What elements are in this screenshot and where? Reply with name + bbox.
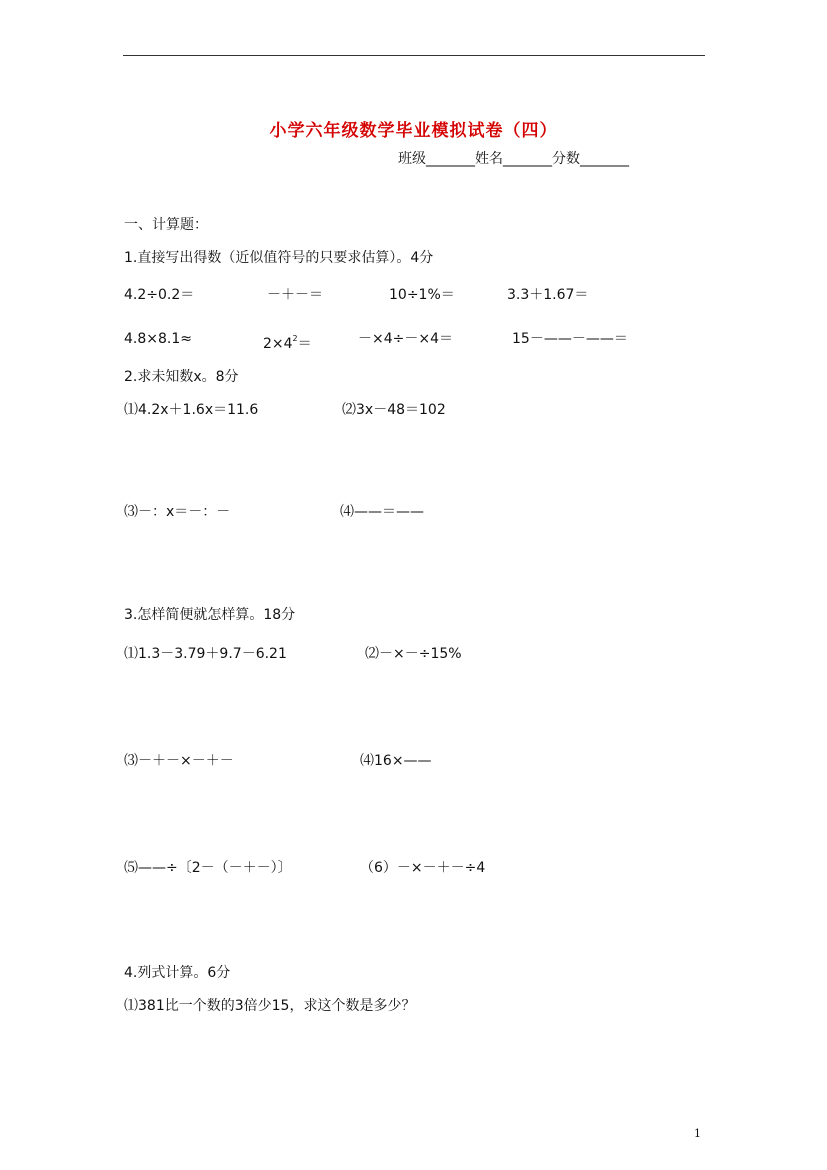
q1-item-1: 4.2÷0.2＝ <box>124 287 195 303</box>
exam-title: 小学六年级数学毕业模拟试卷（四） <box>269 121 558 141</box>
q3-part-2: ⑵－×－÷15% <box>365 646 462 662</box>
q1-item-2: －＋－＝ <box>267 287 323 303</box>
q2-part-2: ⑵3x－48＝102 <box>342 402 446 418</box>
q3-part-6: （6）－×－＋－÷4 <box>360 860 486 876</box>
q2-label: 2.求未知数x。8分 <box>124 369 239 385</box>
q1-item-7: －×4÷－×4＝ <box>358 331 454 347</box>
page-number: 1 <box>694 1127 701 1140</box>
q2-part-1: ⑴4.2x＋1.6x＝11.6 <box>124 402 259 418</box>
q4-part-1: ⑴381比一个数的3倍少15，求这个数是多少？ <box>124 998 416 1014</box>
q2-part-4: ⑷——＝—— <box>340 504 424 520</box>
q1-item-8: 15－——－——＝ <box>512 331 628 347</box>
header-rule <box>123 55 705 56</box>
student-info-line: 班级_______姓名_______分数_______ <box>398 151 629 167</box>
q3-part-5: ⑸——÷〔2－（－＋－）〕 <box>124 860 292 876</box>
section-heading: 一、计算题： <box>124 217 208 233</box>
q1-item-6: $2\times 4^2=$ <box>263 334 312 352</box>
q1-item-5: 4.8×8.1≈ <box>124 331 192 347</box>
q3-label: 3.怎样简便就怎样算。18分 <box>124 607 296 623</box>
q1-item-4: 3.3＋1.67＝ <box>507 287 589 303</box>
q4-label: 4.列式计算。6分 <box>124 965 231 981</box>
q2-part-3: ⑶－：x＝－：－ <box>124 504 231 520</box>
q1-label: 1.直接写出得数（近似值符号的只要求估算）。4分 <box>124 250 434 266</box>
q3-part-3: ⑶－＋－×－＋－ <box>124 753 234 769</box>
q1-item-3: 10÷1%＝ <box>389 287 455 303</box>
q3-part-4: ⑷16×—— <box>360 753 432 769</box>
q3-part-1: ⑴1.3－3.79＋9.7－6.21 <box>124 646 287 662</box>
